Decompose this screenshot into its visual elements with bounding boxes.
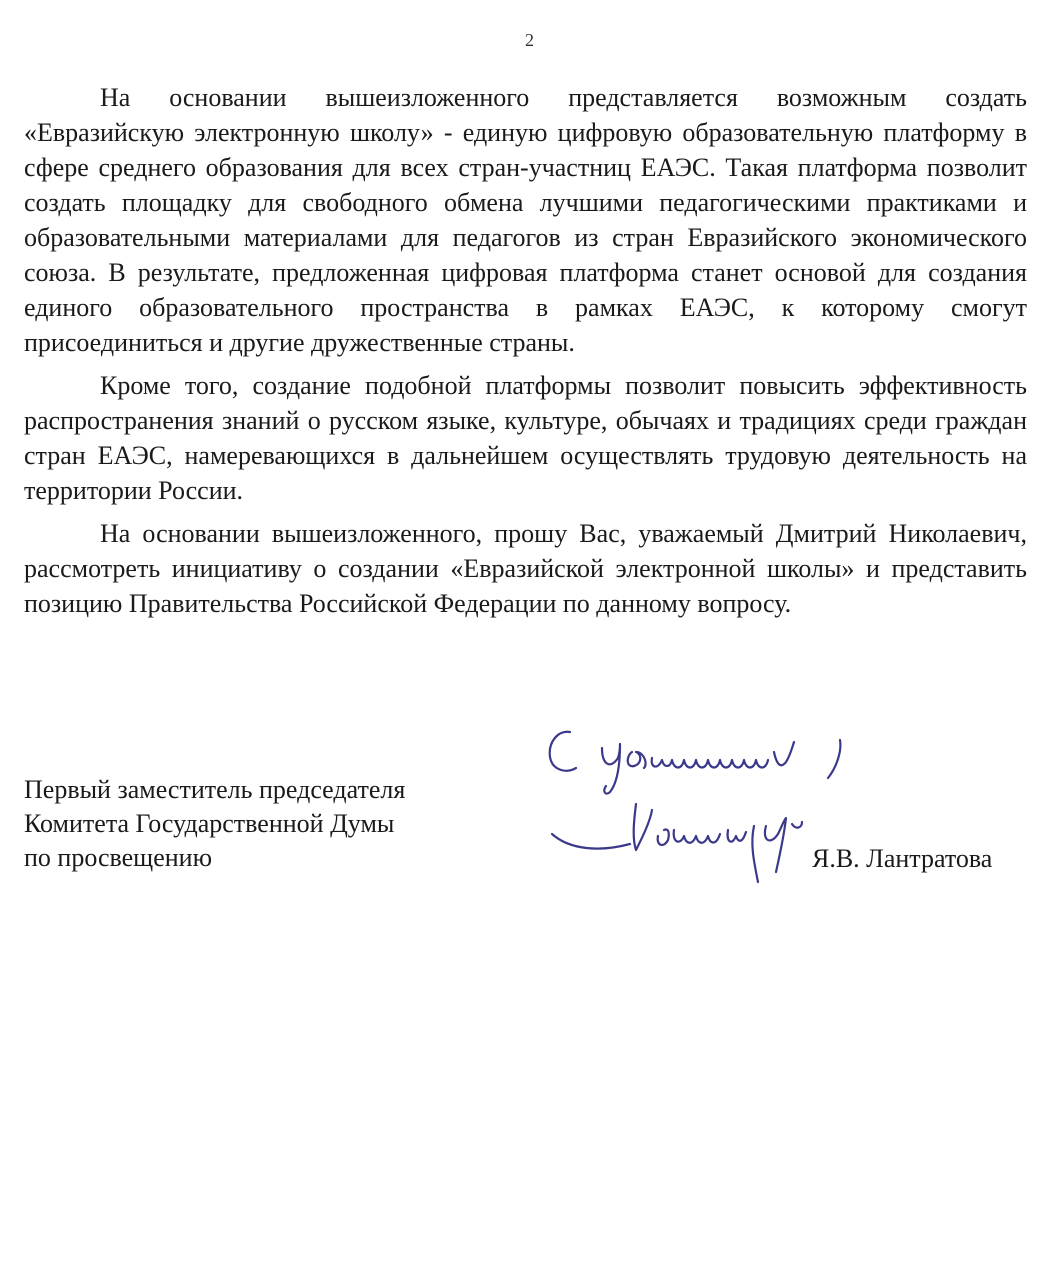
paragraph-request: На основании вышеизложенного, прошу Вас, уважаемый Дмитрий Николаевич, рассмотреть инициативу о создании «Евразийской электронной школы» и представить позицию Правительства Российской Федерации по данному вопросу.: [24, 519, 1027, 618]
page-number: 2: [525, 30, 534, 50]
position-line-2: Комитета Государственной Думы: [24, 809, 395, 838]
signatory-name: Я.В. Лантратова: [812, 844, 993, 873]
handwritten-greeting: [550, 732, 841, 794]
position-line-1: Первый заместитель председателя: [24, 775, 406, 804]
letter-body: [24, 80, 1027, 629]
signature-scrawl: [552, 804, 802, 882]
paragraph-benefits: Кроме того, создание подобной платформы позволит повысить эффективность распространения знаний о русском языке, культуре, обычаях и традициях среди граждан стран ЕАЭС, намеревающихся в дальнейшем осуществлять трудовую деятельность на территории России.: [24, 371, 1027, 505]
paragraph-proposal: На основании вышеизложенного представляется возможным создать «Евразийскую электронную школу» - единую цифровую образовательную платформу в сфере среднего образования для всех стран-участниц ЕАЭС. Такая платформа позволит создать площадку для свободного обмена лучшими педагогическими практиками и образовательными материалами для педагогов из стран Евразийского экономического союза. В результате, предложенная цифровая платформа станет основой для создания единого образовательного пространства в рамках ЕАЭС, к которому смогут присоединиться и другие дружественные страны.: [24, 83, 1027, 357]
signatory-position: [24, 773, 405, 875]
position-line-3: по просвещению: [24, 843, 212, 872]
